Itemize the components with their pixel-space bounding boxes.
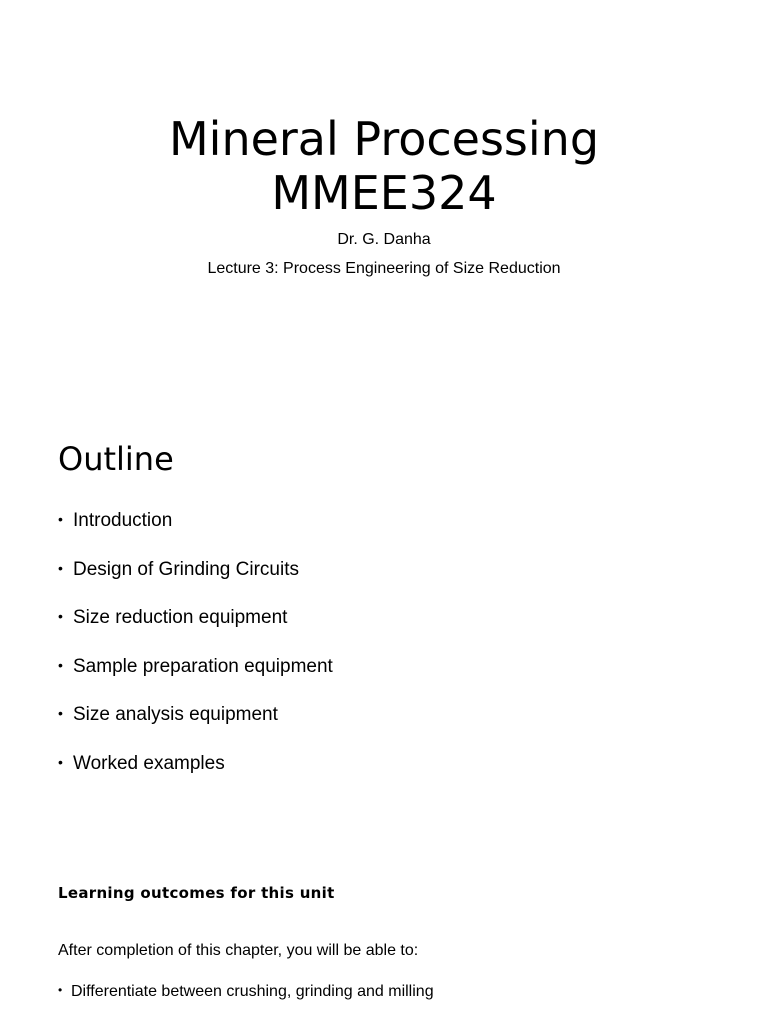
title-line-1: Mineral Processing — [168, 112, 600, 166]
learning-outcome-item — [58, 978, 434, 1013]
bullet-icon: • — [58, 559, 63, 576]
bullet-icon: • — [58, 511, 63, 527]
outline-item-label: Introduction — [73, 510, 173, 531]
outline-item-label: Size reduction equipment — [73, 607, 288, 628]
learning-outcomes-intro: After completion of this chapter, you will be able to: — [58, 942, 419, 959]
learning-outcomes-heading: Learning outcomes for this unit — [58, 884, 335, 902]
outline-item — [58, 601, 333, 650]
learning-outcomes-list — [58, 978, 434, 1013]
bullet-icon: • — [58, 608, 63, 624]
outline-item — [58, 553, 333, 602]
outline-item-label: Sample preparation equipment — [73, 655, 333, 677]
outline-list — [58, 504, 333, 795]
bullet-icon: • — [58, 753, 63, 770]
outline-item — [58, 504, 333, 553]
outline-item — [58, 698, 333, 747]
outline-item-label: Design of Grinding Circuits — [73, 558, 299, 580]
outline-item — [58, 650, 333, 699]
outline-heading: Outline — [58, 440, 174, 478]
bullet-icon: • — [58, 656, 63, 673]
author-name: Dr. G. Danha — [337, 231, 431, 248]
outline-item-label: Size analysis equipment — [73, 704, 278, 725]
learning-outcome-label: Differentiate between crushing, grinding and milling — [71, 983, 434, 1000]
outline-item — [58, 747, 333, 796]
outline-item-label: Worked examples — [73, 752, 225, 774]
bullet-icon: • — [58, 983, 63, 997]
slide-title — [0, 112, 768, 220]
lecture-subtitle: Lecture 3: Process Engineering of Size Reduction — [207, 260, 561, 277]
title-line-2: MMEE324 — [271, 166, 497, 220]
bullet-icon: • — [58, 705, 63, 721]
